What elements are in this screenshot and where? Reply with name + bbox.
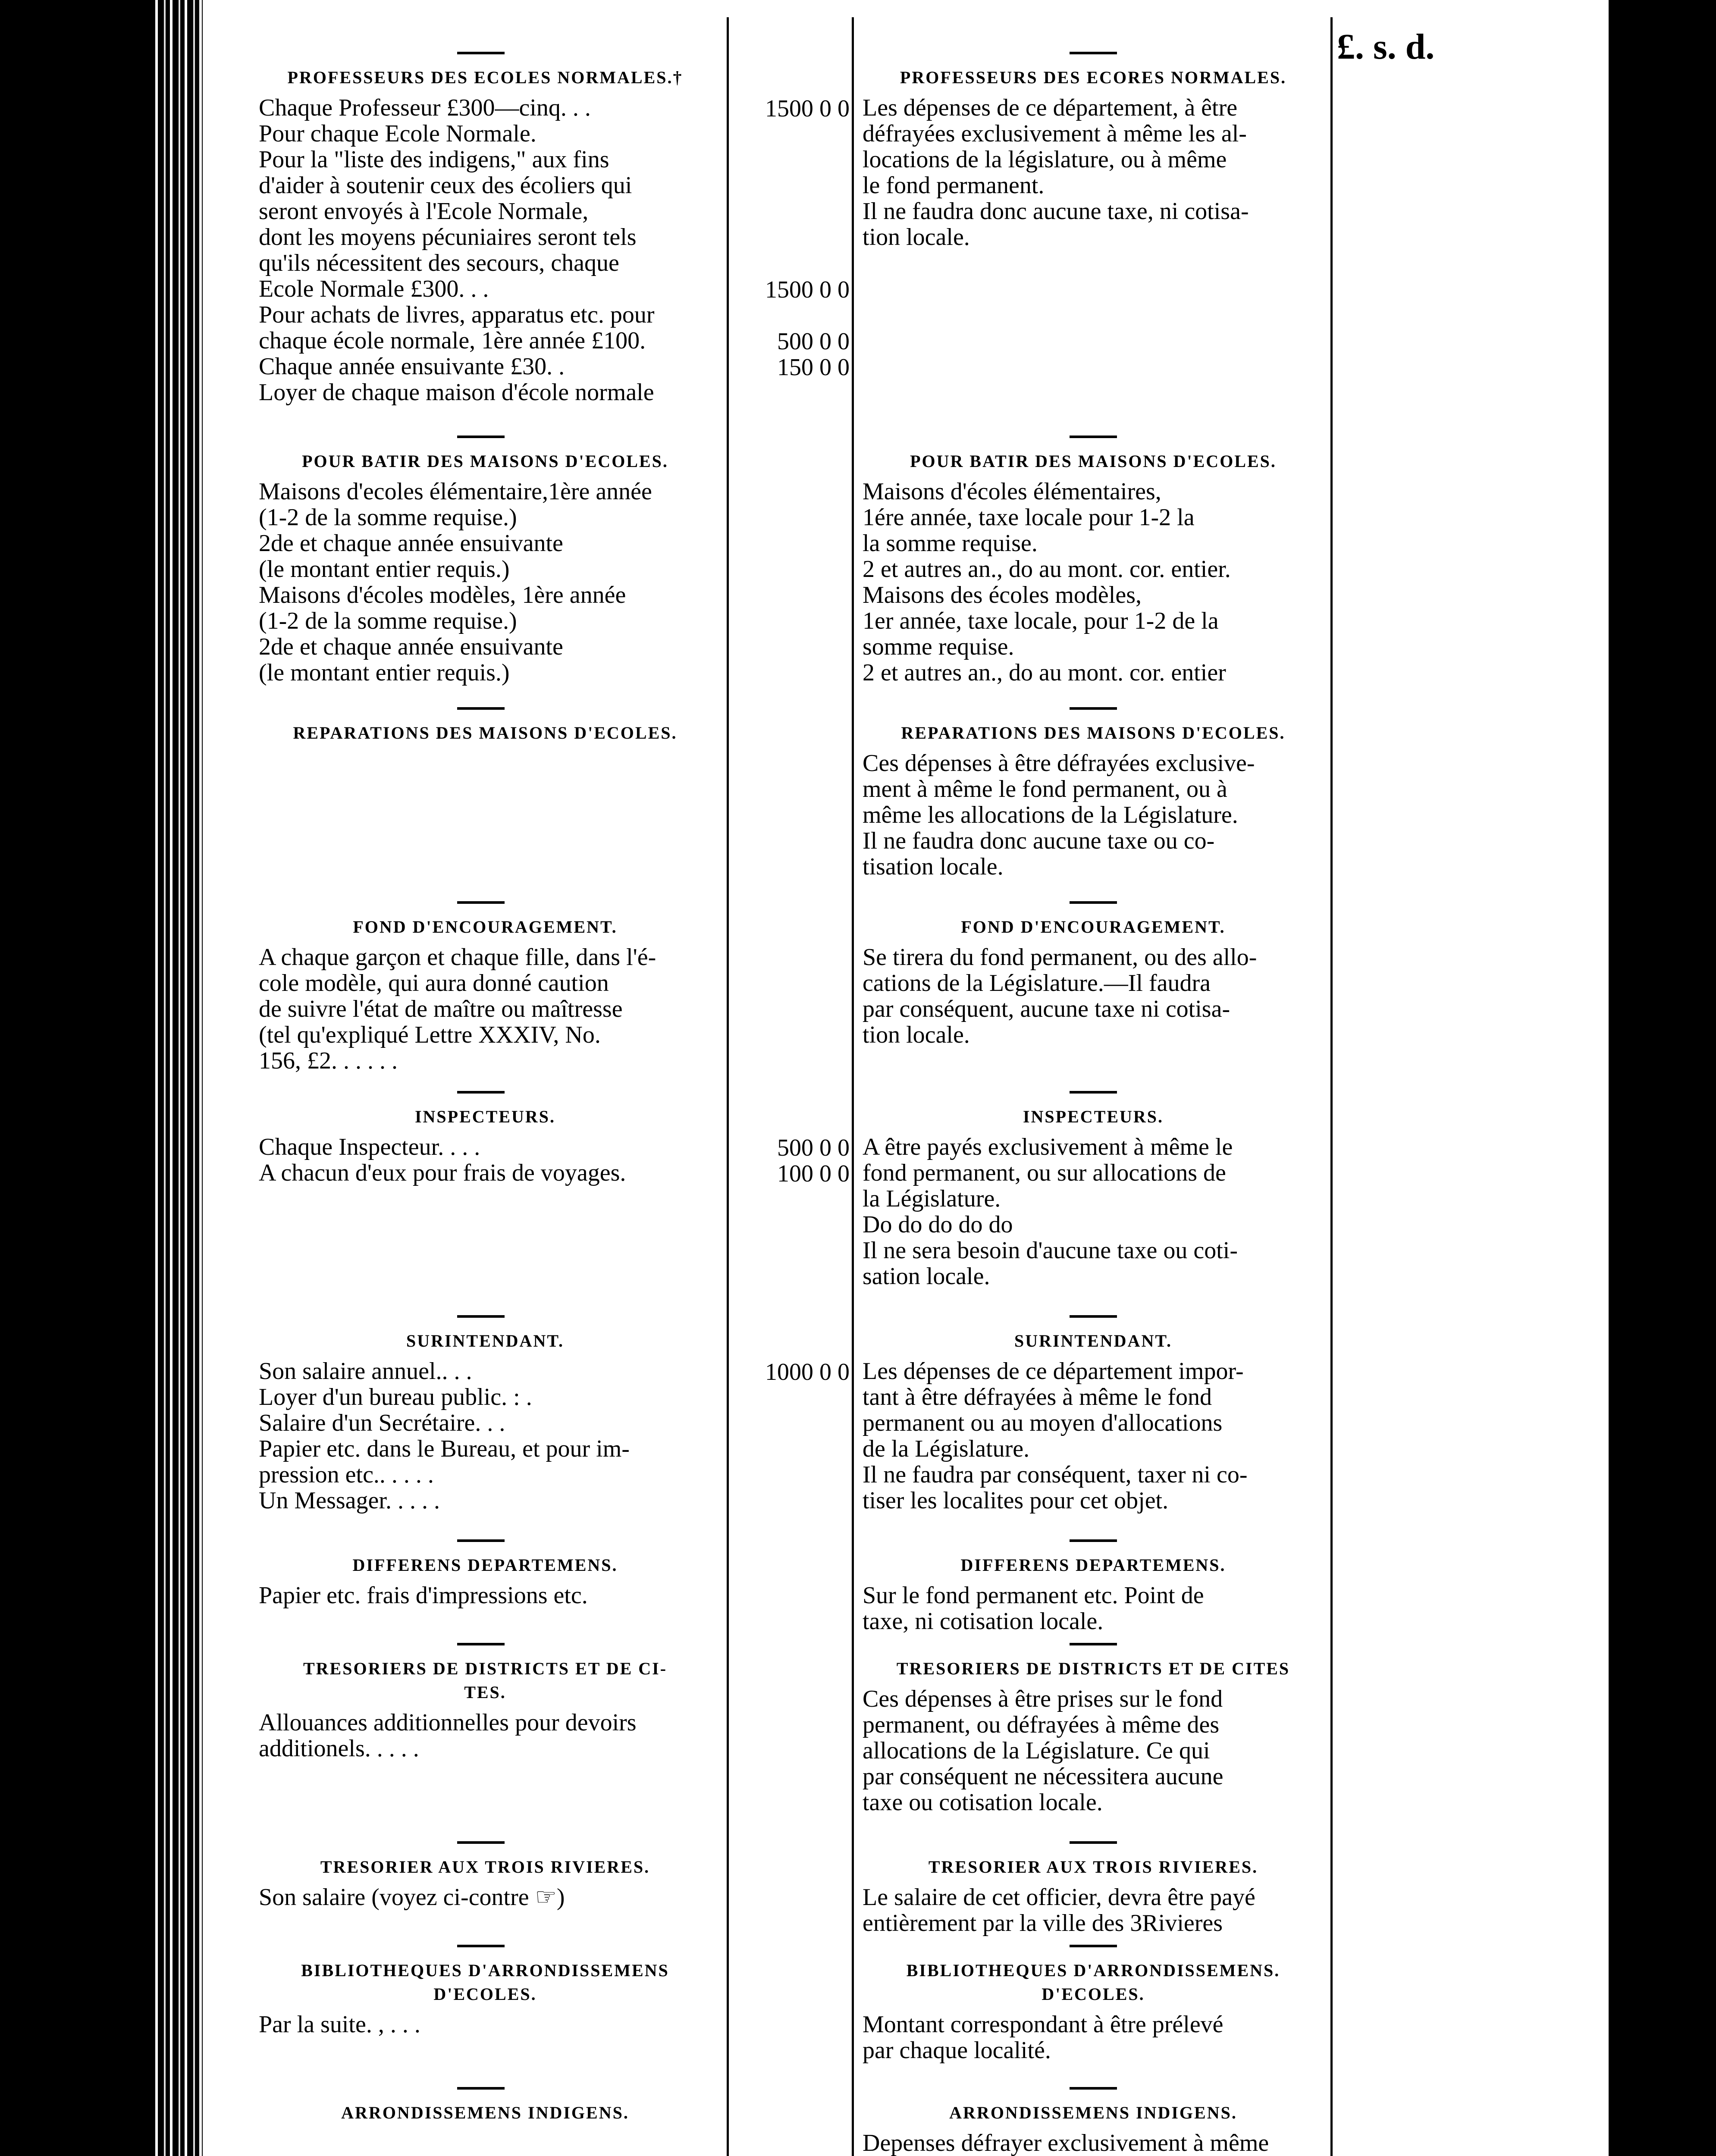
right-text-line: Le salaire de cet officier, devra être payé [863, 1884, 1255, 1911]
right-text-line: le fond permanent. [863, 172, 1045, 199]
right-text-line: Il ne faudra donc aucune taxe ou co- [863, 827, 1215, 854]
section-divider-left [457, 1091, 505, 1094]
left-section-title: SURINTENDANT. [406, 1331, 565, 1351]
section-divider-left [457, 1841, 505, 1844]
left-text-line: d'aider à soutenir ceux des écoliers qui [259, 172, 632, 199]
right-text-line: défrayées exclusivement à même les al- [863, 120, 1247, 147]
right-section-title: ARRONDISSEMENS INDIGENS. [949, 2103, 1237, 2122]
left-text-line: Pour la "liste des indigens," aux fins [259, 146, 609, 173]
left-text-line: Chaque Inspecteur. . . . [259, 1134, 480, 1160]
right-text-line: entièrement par la ville des 3Rivieres [863, 1910, 1223, 1937]
left-text-line: Son salaire (voyez ci-contre ☞) [259, 1884, 565, 1911]
right-section-title: SURINTENDANT. [1014, 1331, 1173, 1351]
right-text-line: Il ne faudra donc aucune taxe, ni cotisa- [863, 198, 1249, 225]
left-text-line: seront envoyés à l'Ecole Normale, [259, 198, 589, 225]
left-text-line: Allouances additionnelles pour devoirs [259, 1709, 637, 1736]
currency-header: £. s. d. [1337, 27, 1435, 67]
section-divider-right [1070, 1539, 1117, 1542]
left-text-line: Papier etc. dans le Bureau, et pour im- [259, 1435, 630, 1462]
right-text-line: 1ére année, taxe locale pour 1-2 la [863, 504, 1195, 531]
right-text-line: permanent ou au moyen d'allocations [863, 1410, 1223, 1436]
left-text-line: cole modèle, qui aura donné caution [259, 970, 609, 997]
right-section-title: TRESORIERS DE DISTRICTS ET DE CITES [896, 1659, 1290, 1678]
right-text-line: Ces dépenses à être défrayées exclusive- [863, 750, 1255, 777]
right-text-line: la somme requise. [863, 530, 1038, 557]
right-text-line: sation locale. [863, 1263, 990, 1290]
right-text-line: même les allocations de la Législature. [863, 802, 1238, 828]
right-text-line: Les dépenses de ce département, à être [863, 94, 1238, 121]
left-text-line: 2de et chaque année ensuivante [259, 633, 563, 660]
right-text-line: A être payés exclusivement à même le [863, 1134, 1233, 1160]
amount-cell: 1500 0 0 [765, 95, 850, 122]
left-section-title: BIBLIOTHEQUES D'ARRONDISSEMENS [301, 1961, 669, 1980]
right-text-line: Do do do do do [863, 1211, 1013, 1238]
left-section-title: REPARATIONS DES MAISONS D'ECOLES. [293, 723, 678, 743]
left-text-line: de suivre l'état de maître ou maîtresse [259, 996, 623, 1022]
right-text-line: somme requise. [863, 633, 1014, 660]
right-text-line: Maisons d'écoles élémentaires, [863, 478, 1161, 505]
left-text-line: Loyer de chaque maison d'école normale [259, 379, 654, 406]
right-text-line: permanent, ou défrayées à même des [863, 1711, 1220, 1738]
right-text-line: taxe, ni cotisation locale. [863, 1608, 1104, 1635]
section-divider-right [1070, 1841, 1117, 1844]
left-text-line: Un Messager. . . . . [259, 1487, 440, 1514]
right-text-line: Montant correspondant à être prélevé [863, 2011, 1223, 2038]
right-text-line: Maisons des écoles modèles, [863, 582, 1142, 608]
left-section-title: INSPECTEURS. [414, 1107, 556, 1126]
left-text-line: qu'ils nécessitent des secours, chaque [259, 250, 619, 276]
left-text-line: Pour achats de livres, apparatus etc. pour [259, 301, 655, 328]
right-section-title: PROFESSEURS DES ECORES NORMALES. [900, 68, 1287, 87]
right-section-title: FOND D'ENCOURAGEMENT. [961, 917, 1226, 937]
section-divider-right [1070, 901, 1117, 904]
section-divider-right [1070, 436, 1117, 438]
left-text-line: pression etc.. . . . . [259, 1461, 434, 1488]
right-text-line: 2 et autres an., do au mont. cor. entier. [863, 556, 1231, 583]
right-text-line: par conséquent ne nécessitera aucune [863, 1763, 1223, 1790]
amount-cell: 100 0 0 [777, 1160, 850, 1187]
left-text-line: Salaire d'un Secrétaire. . . [259, 1410, 505, 1436]
right-section-title: INSPECTEURS. [1023, 1107, 1164, 1126]
left-text-line: (le montant entier requis.) [259, 556, 510, 583]
right-text-line: tion locale. [863, 1022, 970, 1048]
right-text-line: tisation locale. [863, 853, 1004, 880]
left-text-line: Maisons d'écoles modèles, 1ère année [259, 582, 626, 608]
left-text-line: Chaque Professeur £300—cinq. . . [259, 94, 591, 121]
left-text-line: (1-2 de la somme requise.) [259, 608, 517, 634]
left-text-line: (le montant entier requis.) [259, 659, 510, 686]
section-divider-left [457, 1945, 505, 1947]
right-text-line: allocations de la Législature. Ce qui [863, 1737, 1210, 1764]
left-text-line: Maisons d'ecoles élémentaire,1ère année [259, 478, 652, 505]
right-text-line: 2 et autres an., do au mont. cor. entier [863, 659, 1226, 686]
right-text-line: locations de la législature, ou à même [863, 146, 1227, 173]
left-text-line: Ecole Normale £300. . . [259, 276, 489, 302]
left-text-line: chaque école normale, 1ère année £100. [259, 327, 646, 354]
right-text-line: Il ne faudra par conséquent, taxer ni co- [863, 1461, 1248, 1488]
left-text-line: (1-2 de la somme requise.) [259, 504, 517, 531]
left-section-title: TRESORIERS DE DISTRICTS ET DE CI- [303, 1659, 668, 1678]
right-text-line: cations de la Législature.—Il faudra [863, 970, 1211, 997]
amount-cell: 500 0 0 [777, 1134, 850, 1161]
section-divider-right [1070, 707, 1117, 710]
right-text-line: 1er année, taxe locale, pour 1-2 de la [863, 608, 1219, 634]
left-text-line: dont les moyens pécuniaires seront tels [259, 224, 637, 251]
section-divider-left [457, 707, 505, 710]
section-divider-left [457, 2087, 505, 2090]
right-text-line: par chaque localité. [863, 2037, 1051, 2064]
binding-edge [151, 0, 203, 2156]
left-section-title: PROFESSEURS DES ECOLES NORMALES.† [287, 68, 683, 87]
left-text-line: 2de et chaque année ensuivante [259, 530, 563, 557]
section-divider-right [1070, 1091, 1117, 1094]
right-text-line: tant à être défrayées à même le fond [863, 1384, 1212, 1410]
amount-cell: 150 0 0 [777, 354, 850, 381]
right-section-title: BIBLIOTHEQUES D'ARRONDISSEMENS. [906, 1961, 1280, 1980]
section-divider-left [457, 436, 505, 438]
right-text-line: Ces dépenses à être prises sur le fond [863, 1686, 1223, 1712]
right-text-line: tion locale. [863, 224, 970, 251]
left-section-title: POUR BATIR DES MAISONS D'ECOLES. [302, 451, 668, 471]
section-divider-right [1070, 52, 1117, 54]
left-text-line: additionels. . . . . [259, 1735, 419, 1762]
left-section-title: TRESORIER AUX TROIS RIVIERES. [320, 1857, 650, 1877]
section-divider-left [457, 1315, 505, 1318]
right-text-line: Il ne sera besoin d'aucune taxe ou coti- [863, 1237, 1238, 1264]
right-section-title: REPARATIONS DES MAISONS D'ECOLES. [901, 723, 1286, 743]
left-text-line: 156, £2. . . . . . [259, 1047, 398, 1074]
column-rule-3 [1330, 17, 1333, 2156]
right-text-line: Depenses défrayer exclusivement à même [863, 2130, 1269, 2156]
left-section-title-cont: TES. [464, 1683, 506, 1702]
section-divider-right [1070, 1315, 1117, 1318]
left-text-line: Son salaire annuel.. . . [259, 1358, 472, 1385]
right-text-line: Se tirera du fond permanent, ou des allo- [863, 944, 1257, 971]
column-rule-2 [852, 17, 854, 2156]
left-text-line: Papier etc. frais d'impressions etc. [259, 1582, 588, 1609]
left-text-line: Pour chaque Ecole Normale. [259, 120, 536, 147]
right-section-title: TRESORIER AUX TROIS RIVIERES. [928, 1857, 1258, 1877]
amount-cell: 500 0 0 [777, 328, 850, 355]
left-section-title-cont: D'ECOLES. [433, 1984, 537, 2004]
section-divider-left [457, 1643, 505, 1645]
section-divider-right [1070, 1643, 1117, 1645]
section-divider-right [1070, 2087, 1117, 2090]
right-text-line: taxe ou cotisation locale. [863, 1789, 1103, 1816]
section-divider-left [457, 1539, 505, 1542]
left-text-line: A chacun d'eux pour frais de voyages. [259, 1159, 626, 1186]
right-text-line: de la Législature. [863, 1435, 1030, 1462]
amount-cell: 1500 0 0 [765, 276, 850, 303]
right-section-title: DIFFERENS DEPARTEMENS. [960, 1555, 1226, 1575]
right-text-line: ment à même le fond permanent, ou à [863, 776, 1227, 802]
left-section-title: DIFFERENS DEPARTEMENS. [352, 1555, 618, 1575]
left-text-line: Par la suite. , . . . [259, 2011, 420, 2038]
right-text-line: la Législature. [863, 1185, 1001, 1212]
left-text-line: A chaque garçon et chaque fille, dans l'é- [259, 944, 656, 971]
left-text-line: Loyer d'un bureau public. : . [259, 1384, 532, 1410]
left-section-title: FOND D'ENCOURAGEMENT. [353, 917, 618, 937]
section-divider-left [457, 901, 505, 904]
left-text-line: (tel qu'expliqué Lettre XXXIV, No. [259, 1022, 601, 1048]
right-section-title-cont: D'ECOLES. [1042, 1984, 1145, 2004]
left-section-title: ARRONDISSEMENS INDIGENS. [341, 2103, 629, 2122]
right-text-line: fond permanent, ou sur allocations de [863, 1159, 1226, 1186]
right-text-line: Les dépenses de ce département impor- [863, 1358, 1244, 1385]
left-text-line: Chaque année ensuivante £30. . [259, 353, 565, 380]
right-text-line: Sur le fond permanent etc. Point de [863, 1582, 1204, 1609]
section-divider-right [1070, 1945, 1117, 1947]
amount-cell: 1000 0 0 [765, 1359, 850, 1385]
section-divider-left [457, 52, 505, 54]
right-section-title: POUR BATIR DES MAISONS D'ECOLES. [910, 451, 1277, 471]
right-text-line: tiser les localites pour cet objet. [863, 1487, 1169, 1514]
right-text-line: par conséquent, aucune taxe ni cotisa- [863, 996, 1230, 1022]
